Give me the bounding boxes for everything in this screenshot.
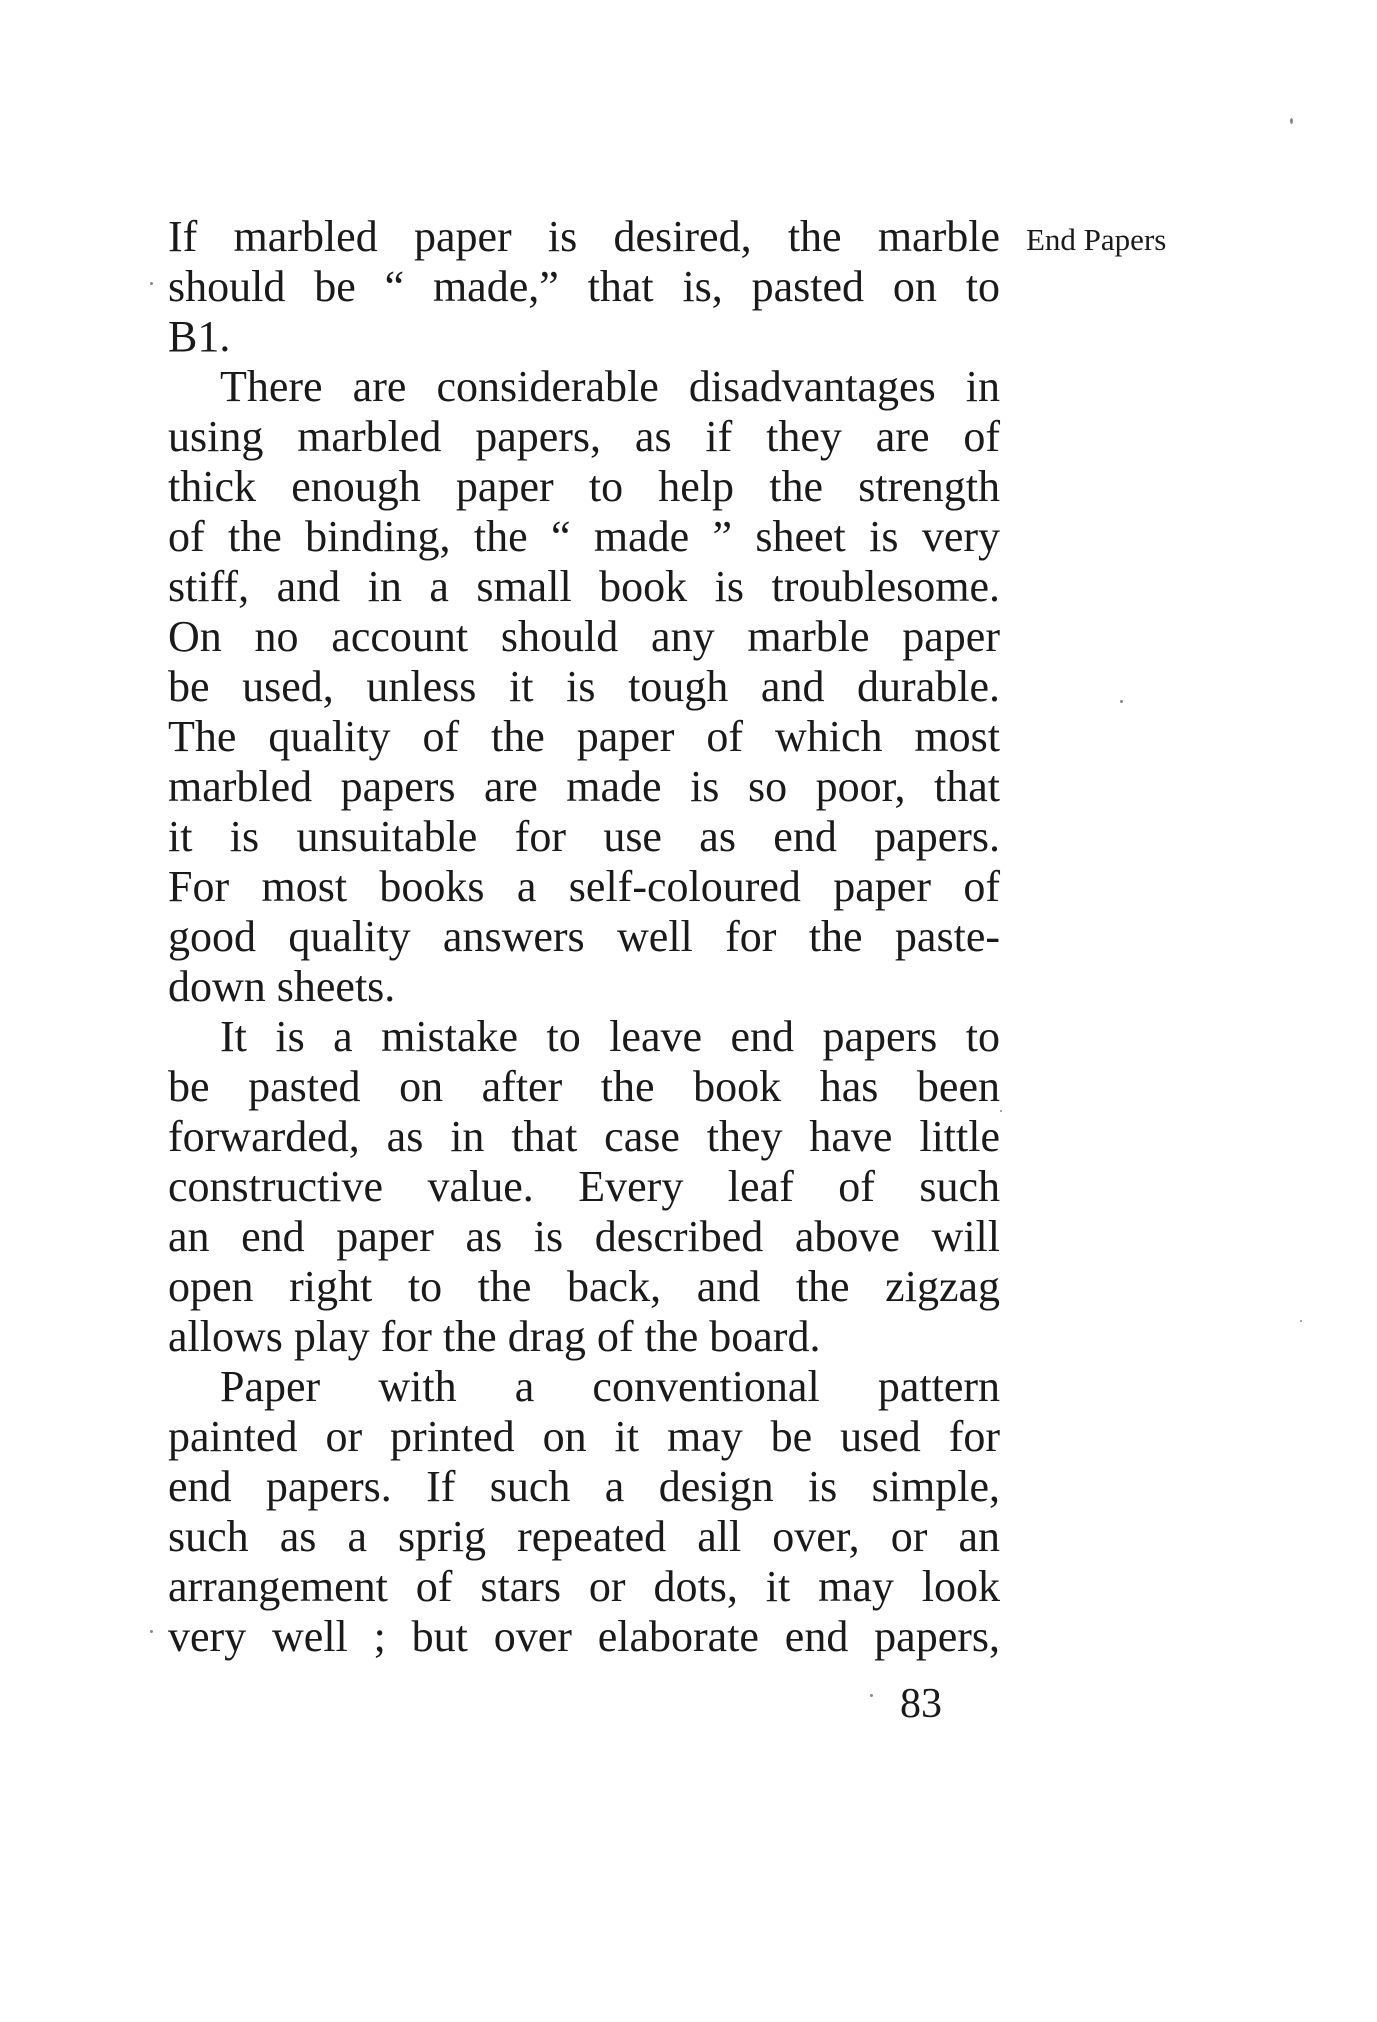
text-line: an end paper as is described above will [168,1212,1000,1261]
text-line: down sheets. [168,962,396,1011]
text-line: On no account should any marble paper [168,612,1000,661]
text-line: marbled papers are made is so poor, that [168,762,1000,811]
text-line: of the binding, the “ made ” sheet is very [168,512,1000,561]
text-line: arrangement of stars or dots, it may look [168,1562,1000,1611]
paper-speck [870,1694,873,1697]
text-line: end papers. If such a design is simple, [168,1462,1000,1511]
text-line: it is unsuitable for use as end papers. [168,812,1000,861]
text-line: open right to the back, and the zigzag [168,1262,1000,1311]
paper-speck [1300,1320,1302,1322]
text-line: be used, unless it is tough and durable. [168,662,1000,711]
text-line: painted or printed on it may be used for [168,1412,1000,1461]
text-line: There are considerable disadvantages in [220,362,1000,411]
text-line: The quality of the paper of which most [168,712,1000,761]
text-line: should be “ made,” that is, pasted on to [168,262,1000,311]
paper-speck [150,282,153,285]
text-line: stiff, and in a small book is troublesome. [168,562,1000,611]
text-line: very well ; but over elaborate end papers, [168,1612,1000,1661]
text-line: B1. [168,312,231,361]
body-text [168,212,1000,1662]
text-line: using marbled papers, as if they are of [168,412,1000,461]
text-line: For most books a self-coloured paper of [168,862,1000,911]
text-line: allows play for the drag of the board. [168,1312,821,1361]
paper-speck [1290,118,1293,124]
text-line: such as a sprig repeated all over, or an [168,1512,1000,1561]
text-line: It is a mistake to leave end papers to [220,1012,1000,1061]
text-line: good quality answers well for the paste- [168,912,1000,961]
text-line: Paper with a conventional pattern [220,1362,1000,1411]
text-line: If marbled paper is desired, the marble [168,212,1000,261]
text-line: forwarded, as in that case they have little [168,1112,1000,1161]
paper-speck [1000,1110,1002,1112]
text-line: constructive value. Every leaf of such [168,1162,1000,1211]
page-number: 83 [900,1681,942,1727]
text-line: thick enough paper to help the strength [168,462,1000,511]
margin-note: End Papers [1026,222,1167,257]
paper-speck [1120,700,1123,703]
paper-speck [150,1630,153,1633]
text-line: be pasted on after the book has been [168,1062,1000,1111]
